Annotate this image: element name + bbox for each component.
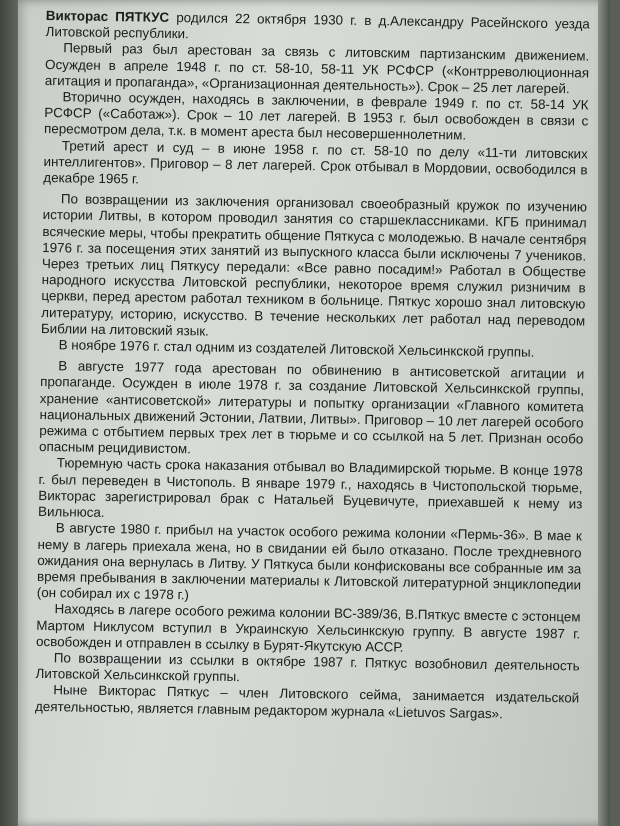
paragraph-today: Ныне Викторас Пяткус – член Литовского сейма, занимается издательской деятельностью, является главным редактором журнала «Lietuvos Sargas». [34, 682, 580, 721]
paragraph-first-arrest: Первый раз был арестован за связь с литовским партизанским движением. Осужден в апреле 1948 г. по ст. 58-10, 58-11 УК РСФСР («Контрреволюционная агитация и пропаганда», «Организационная деятельность»). Срок – 25 лет лагерей. [44, 40, 590, 97]
paragraph-prison: Тюремную часть срока наказания отбывал во Владимирской тюрьме. В конце 1978 г. был переведен в Чистополь. В январе 1979 г., находясь в Чистопольской тюрьме, Викторас зарегистрировал брак с Натальей Буцевичуте, приехавшей к нему из Вильнюса. [37, 455, 583, 521]
paragraph-return: По возвращении из ссылки в октябре 1987 г. Пяткус возобновил деятельность Литовской Хельсинкской группы. [35, 650, 580, 685]
paragraph-helsinki-group: В ноябре 1976 г. стал одним из создателей Литовской Хельсинкской группы. [58, 337, 535, 360]
biography-text [35, 8, 590, 723]
paragraph-third-arrest: Третий арест и суд – в июне 1958 г. по ст. 58-10 по делу «11-ти литовских интеллигентов». Приговор – 8 лет лагерей. Срок отбывал в Мордовии, освободился в декабре 1965 г. [43, 137, 588, 187]
paragraph-history-circle: По возвращении из заключения организовал своеобразный кружок по изучению истории Литвы, в котором проводил занятия со старшеклассниками. КГБ принимал всяческие меры, чтобы прекратить общение Пяткуса с молодежью. В начале сентября 1976 г. за посещения этих занятий из выпускного класса были исключены 7 учеников. Через третьих лиц Пяткусу передали: «Все равно посадим!» Работал в Обществе народного искусства Литовской республики, некоторое время служил ризничим в церкви, перед арестом работал техником в больнице. Пяткус хорошо знал литовскую литературу, историю, искусство. В течение нескольких лет работал над переводом Библии на литовский язык. [40, 191, 588, 339]
paragraph-second-sentence: Вторично осужден, находясь в заключении, в феврале 1949 г. по ст. 58-14 УК РСФСР («Саботаж»). Срок – 10 лет лагерей. В 1953 г. был освобожден в связи с пересмотром дела, т.к. в момент ареста был несовершеннолетним. [43, 89, 589, 144]
plaque-edge-shadow [598, 0, 610, 826]
person-name: Викторас ПЯТКУС [45, 8, 170, 25]
paragraph-1977-arrest: В августе 1977 года арестован по обвинению в антисоветской агитации и пропаганде. Осужден в июле 1978 г. за создание Литовской Хельсинкской группы, хранение «антисоветской» литературы и попытку организации «Главного комитета национальных движений Эстонии, Латвии, Литвы». Приговор – 10 лет лагерей особого режима с отбытием первых трех лет в тюрьме и со ссылкой на 5 лет. Признан особо опасным рецидивистом. [38, 358, 585, 457]
intro-text: родился 22 октября 1930 г. в д.Александру Расейнского уезда Литовской республики. [45, 9, 590, 42]
paragraph-ukrainian-group: Находясь в лагере особого режима колонии ВС-389/36, В.Пяткус вместе с эстонцем Мартом Никлусом вступил в Украинскую Хельсинкскую группу. В августе 1987 г. освобожден и отправлен в ссылку в Бурят-Якутскую АССР. [35, 601, 581, 655]
paragraph-perm-36: В августе 1980 г. прибыл на участок особого режима колонии «Пермь-36». В мае к нему в лагерь приехала жена, но в свидании ей было отказано. После трехдневного ожидания она вернулась в Литву. У Пяткуса были конфискованы все собранные им за время пребывания в заключении материалы к Литовской литературной энциклопедии (он собирал их с 1978 г.) [36, 520, 582, 603]
